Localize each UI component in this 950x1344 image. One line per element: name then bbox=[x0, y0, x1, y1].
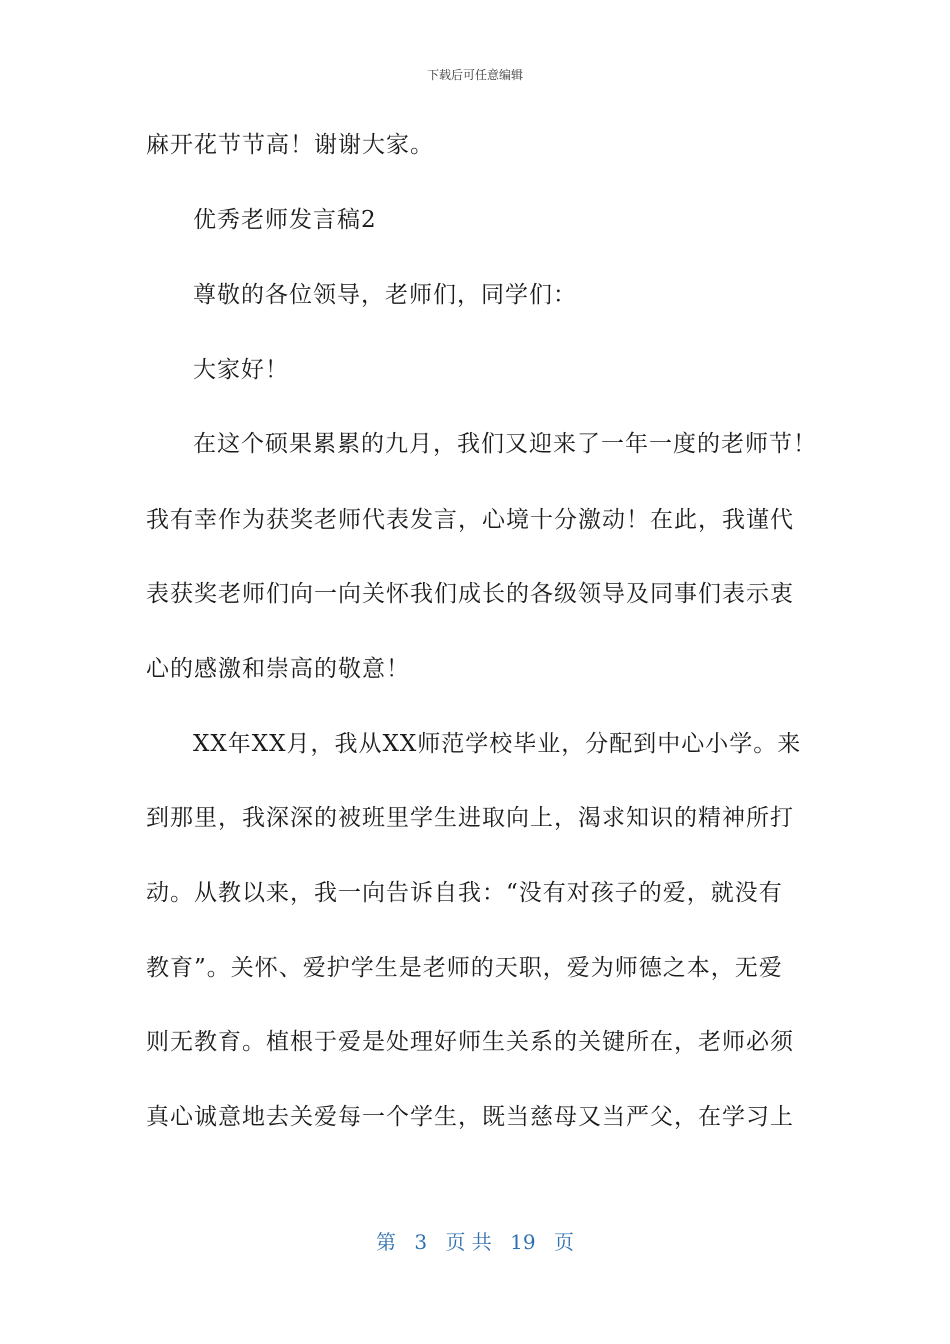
text-line: 麻开花节节高！谢谢大家。 bbox=[146, 132, 434, 158]
header-note: 下载后可任意编辑 bbox=[426, 68, 523, 82]
section-heading: 优秀老师发言稿2 bbox=[193, 207, 377, 233]
text-line: 在这个硕果累累的九月，我们又迎来了一年一度的老师节！ bbox=[193, 431, 817, 457]
footer-page-number: 3 bbox=[414, 1230, 428, 1254]
text-line: 真心诚意地去关爱每一个学生，既当慈母又当严父，在学习上 bbox=[146, 1104, 794, 1130]
text-line: 教育”。关怀、爱护学生是老师的天职，爱为师德之本，无爱 bbox=[146, 955, 783, 981]
footer-total-pages: 19 bbox=[510, 1230, 536, 1254]
text-line-greeting: 大家好！ bbox=[193, 357, 289, 383]
text-line: 动。从教以来，我一向告诉自我：“没有对孩子的爱，就没有 bbox=[146, 880, 783, 906]
footer-middle: 页 共 bbox=[445, 1230, 492, 1254]
text-line: 我有幸作为获奖老师代表发言，心境十分激动！在此，我谨代 bbox=[146, 507, 794, 533]
footer-suffix: 页 bbox=[553, 1230, 574, 1254]
footer-prefix: 第 bbox=[376, 1230, 396, 1254]
text-line: XX年XX月，我从XX师范学校毕业，分配到中心小学。来 bbox=[193, 731, 802, 757]
text-line: 心的感激和崇高的敬意！ bbox=[146, 656, 410, 682]
text-line: 则无教育。植根于爱是处理好师生关系的关键所在，老师必须 bbox=[146, 1029, 794, 1055]
text-line: 到那里，我深深的被班里学生进取向上，渴求知识的精神所打 bbox=[146, 805, 794, 831]
text-line: 表获奖老师们向一向关怀我们成长的各级领导及同事们表示衷 bbox=[146, 581, 794, 607]
text-line-salutation: 尊敬的各位领导，老师们，同学们： bbox=[193, 282, 577, 308]
page-footer bbox=[0, 1226, 950, 1255]
